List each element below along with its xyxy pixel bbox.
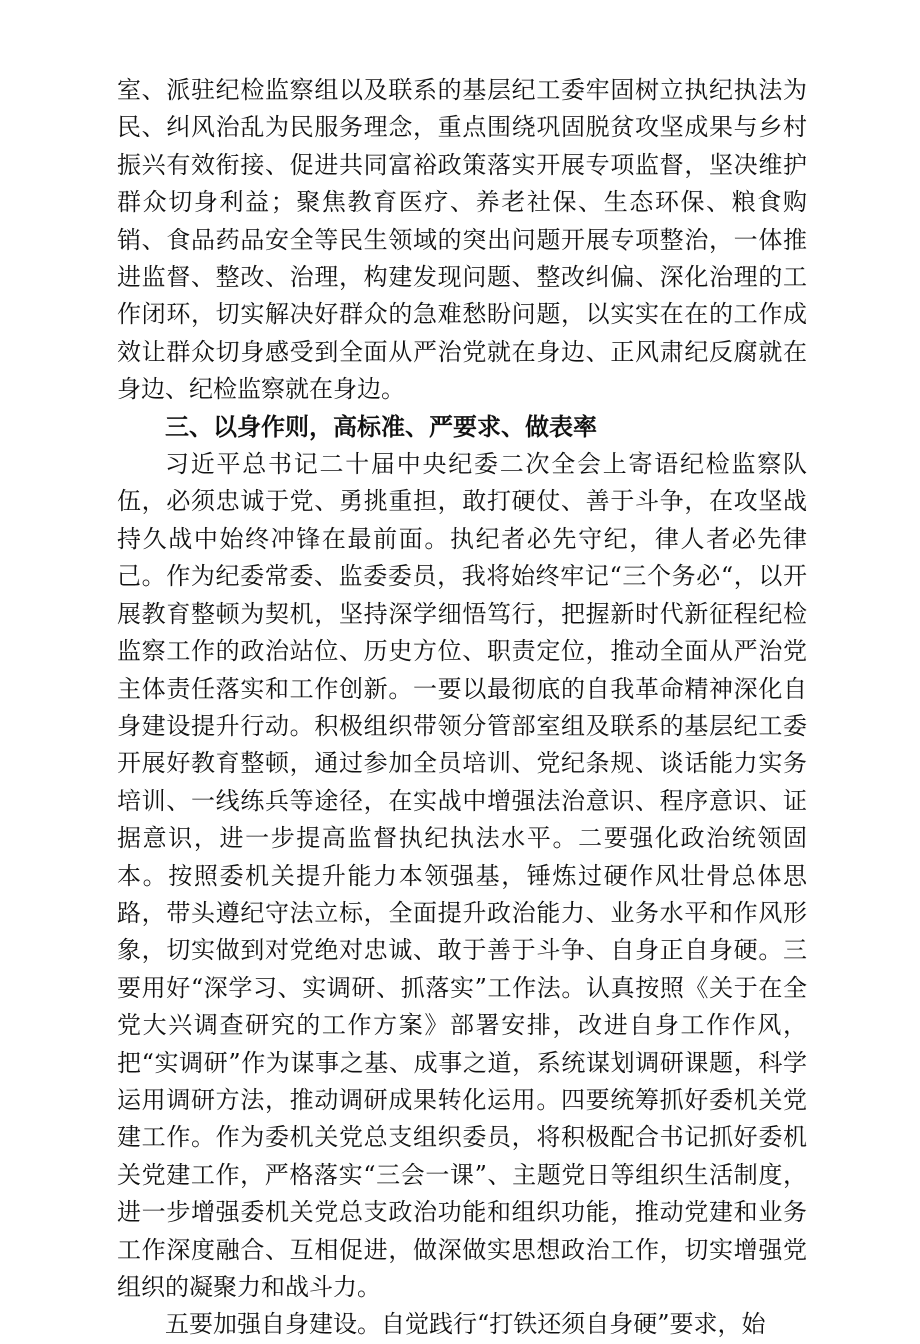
paragraph-continuation: 室、派驻纪检监察组以及联系的基层纪工委牢固树立执纪执法为民、纠风治乱为民服务理念，重点围绕巩固脱贫攻坚成果与乡村振兴有效衔接、促进共同富裕政策落实开展专项监督，坚决维护群众切身利益；聚焦教育医疗、养老社保、生态环保、粮食购销、食品药品安全等民生领域的突出问题开展专项整治，一体推进监督、整改、治理，构建发现问题、整改纠偏、深化治理的工作闭环，切实解决好群众的急难愁盼问题，以实实在在的工作成效让群众切身感受到全面从严治党就在身边、正风肃纪反腐就在身边、纪检监察就在身边。 [117, 76, 807, 404]
section-heading: 三、以身作则，高标准、严要求、做表率 [165, 412, 597, 441]
paragraph-body-last: 五要加强自身建设。自觉践行“打铁还须自身硬”要求，始 [165, 1310, 766, 1339]
paragraph-body: 习近平总书记二十届中央纪委二次全会上寄语纪检监察队伍，必须忠诚于党、勇挑重担，敢打硬仗、善于斗争，在攻坚战持久战中始终冲锋在最前面。执纪者必先守纪，律人者必先律己。作为纪委常委、监委委员，我将始终牢记“三个务必“，以开展教育整顿为契机，坚持深学细悟笃行，把握新时代新征程纪检监察工作的政治站位、历史方位、职责定位，推动全面从严治党主体责任落实和工作创新。一要以最彻底的自我革命精神深化自身建设提升行动。积极组织带领分管部室组及联系的基层纪工委开展好教育整顿，通过参加全员培训、党纪条规、谈话能力实务培训、一线练兵等途径，在实战中增强法治意识、程序意识、证据意识，进一步提高监督执纪执法水平。二要强化政治统领固本。按照委机关提升能力本领强基，锤炼过硬作风壮骨总体思路，带头遵纪守法立标，全面提升政治能力、业务水平和作风形象，切实做到对党绝对忠诚、敢于善于斗争、自身正自身硬。三要用好“深学习、实调研、抓落实”工作法。认真按照《关于在全党大兴调查研究的工作方案》部署安排，改进自身工作作风，把“实调研”作为谋事之基、成事之道，系统谋划调研课题，科学运用调研方法，推动调研成果转化运用。四要统筹抓好委机关党建工作。作为委机关党总支组织委员，将积极配合书记抓好委机关党建工作，严格落实“三会一课”、主题党日等组织生活制度，进一步增强委机关党总支政治功能和组织功能，推动党建和业务工作深度融合、互相促进，做深做实思想政治工作，切实增强党组织的凝聚力和战斗力。 [117, 450, 807, 1301]
document-body [117, 72, 807, 1344]
